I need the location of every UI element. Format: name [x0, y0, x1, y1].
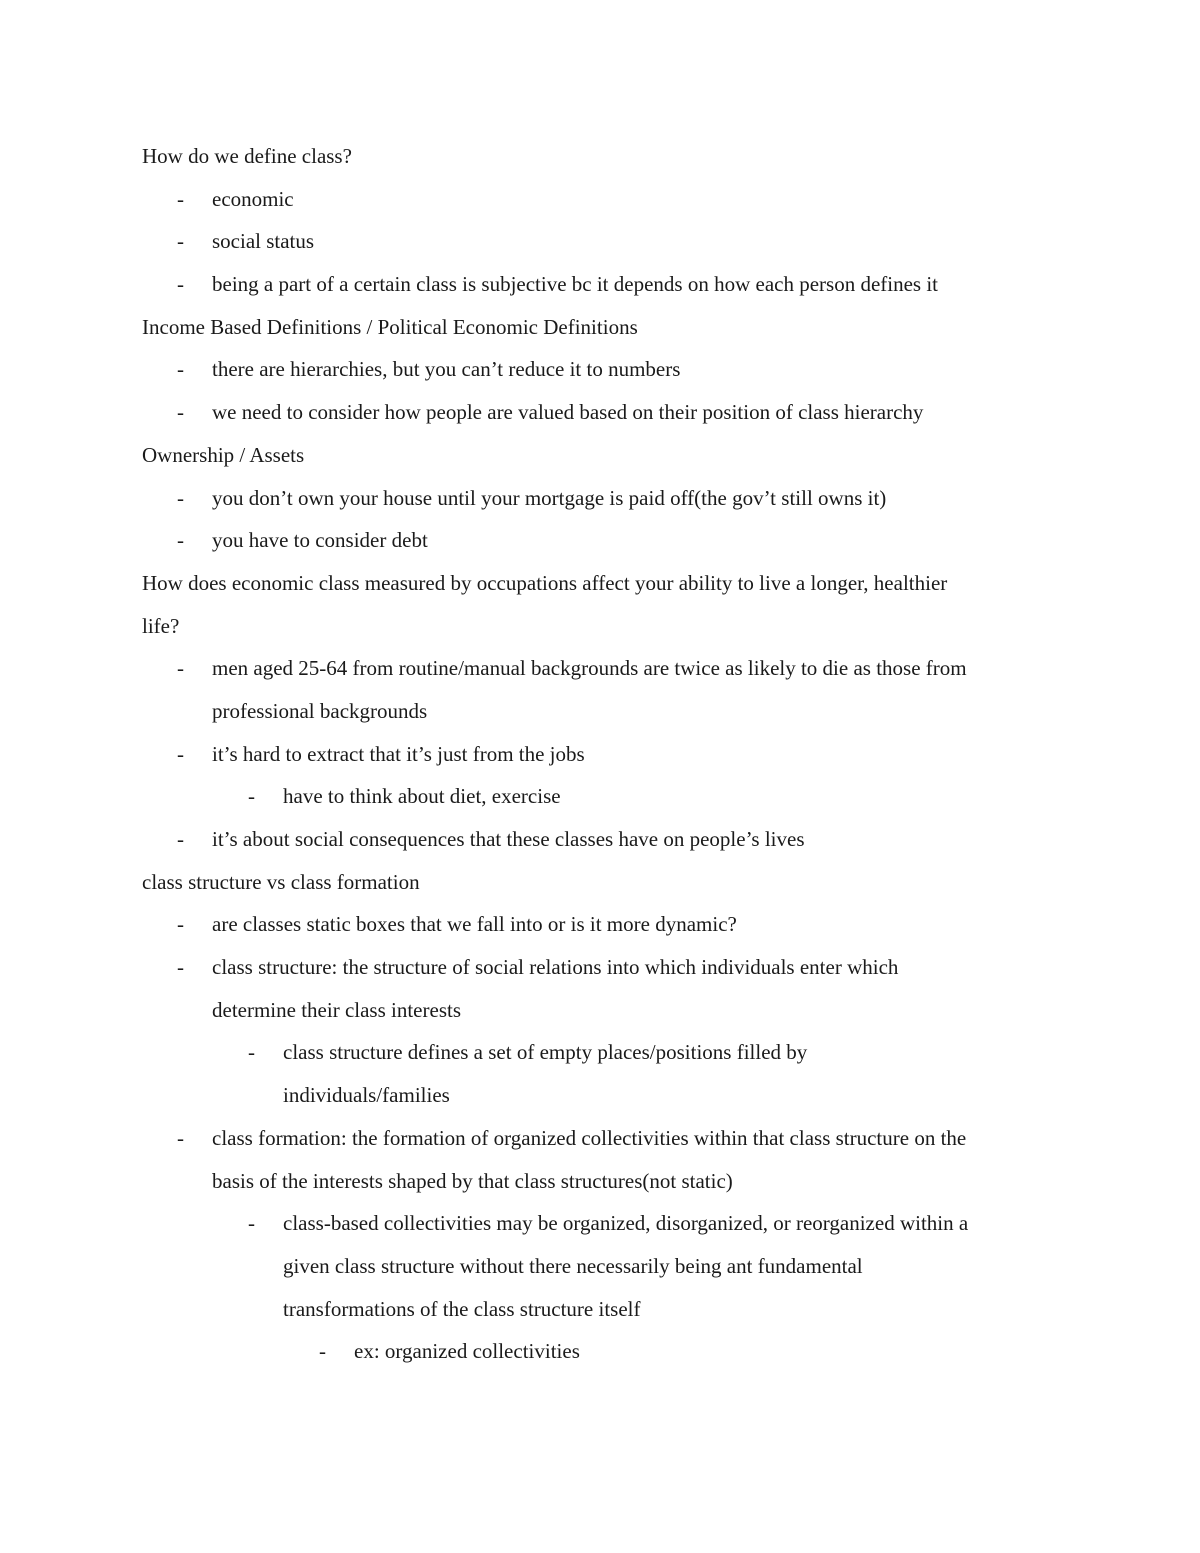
line-text: economic	[212, 186, 294, 211]
line-text: given class structure without there necessarily being ant fundamental	[283, 1253, 863, 1278]
line-text: are classes static boxes that we fall into or is it more dynamic?	[212, 912, 737, 937]
line-text: professional backgrounds	[212, 698, 428, 723]
bullet-dash: -	[177, 272, 184, 297]
notes-body	[142, 135, 1072, 1373]
bullet-dash: -	[177, 400, 184, 425]
continuation-line	[142, 605, 1072, 648]
bullet-item	[142, 263, 1072, 306]
continuation-line	[142, 690, 1072, 733]
bullet-dash: -	[248, 1211, 255, 1236]
bullet-dash: -	[177, 955, 184, 980]
bullet-dash: -	[177, 827, 184, 851]
line-text: ex: organized collectivities	[354, 1339, 580, 1364]
bullet-item	[142, 477, 1072, 520]
bullet-dash: -	[177, 912, 184, 937]
continuation-line	[142, 1245, 1072, 1288]
line-text: How do we define class?	[142, 144, 352, 168]
bullet-item	[142, 733, 1072, 776]
line-text: basis of the interests shaped by that class structures(not static)	[212, 1168, 733, 1193]
line-text: there are hierarchies, but you can’t reduce it to numbers	[212, 357, 681, 382]
bullet-item	[142, 348, 1072, 391]
bullet-item	[142, 946, 1072, 989]
line-text: it’s hard to extract that it’s just from the jobs	[212, 741, 585, 766]
bullet-item	[142, 178, 1072, 221]
bullet-item	[142, 775, 1072, 818]
line-text: class structure vs class formation	[142, 869, 420, 894]
line-text: class formation: the formation of organized collectivities within that class structure on the	[212, 1125, 967, 1150]
line-text: men aged 25-64 from routine/manual backgrounds are twice as likely to die as those from	[212, 656, 967, 681]
line-text: class-based collectivities may be organized, disorganized, or reorganized within a	[283, 1211, 969, 1236]
line-text: you don’t own your house until your mortgage is paid off(the gov’t still owns it)	[212, 485, 887, 510]
bullet-dash: -	[177, 528, 184, 553]
line-text: it’s about social consequences that these classes have on people’s lives	[212, 827, 805, 851]
bullet-dash: -	[177, 656, 184, 681]
continuation-line	[142, 1160, 1072, 1203]
bullet-item	[142, 647, 1072, 690]
line-text: Ownership / Assets	[142, 442, 305, 467]
section-heading	[142, 306, 1072, 349]
bullet-dash: -	[177, 485, 184, 510]
line-text: social status	[212, 229, 315, 254]
bullet-dash: -	[248, 784, 255, 809]
line-text: transformations of the class structure itself	[283, 1296, 641, 1321]
line-text: class structure defines a set of empty places/positions filled by	[283, 1040, 808, 1065]
bullet-dash: -	[177, 357, 184, 382]
line-text: class structure: the structure of social relations into which individuals enter which	[212, 955, 899, 980]
bullet-item	[142, 1117, 1072, 1160]
line-text: being a part of a certain class is subjective bc it depends on how each person defines it	[212, 272, 939, 297]
line-text: individuals/families	[283, 1083, 450, 1108]
bullet-dash: -	[319, 1339, 326, 1364]
line-text: have to think about diet, exercise	[283, 784, 561, 809]
line-text: life?	[142, 613, 180, 638]
bullet-item	[142, 220, 1072, 263]
section-heading	[142, 861, 1072, 904]
continuation-line	[142, 1074, 1072, 1117]
bullet-item	[142, 1202, 1072, 1245]
bullet-dash: -	[177, 186, 184, 211]
line-text: you have to consider debt	[212, 528, 428, 553]
continuation-line	[142, 989, 1072, 1032]
bullet-item	[142, 818, 1072, 861]
line-text: Income Based Definitions / Political Economic Definitions	[142, 314, 638, 339]
bullet-item	[142, 1330, 1072, 1373]
bullet-dash: -	[177, 1125, 184, 1150]
bullet-item	[142, 903, 1072, 946]
line-text: we need to consider how people are valued based on their position of class hierarchy	[212, 400, 924, 425]
bullet-item	[142, 1031, 1072, 1074]
section-heading	[142, 434, 1072, 477]
line-text: How does economic class measured by occupations affect your ability to live a longer, healthier	[142, 570, 948, 595]
bullet-item	[142, 391, 1072, 434]
bullet-dash: -	[177, 741, 184, 766]
bullet-item	[142, 519, 1072, 562]
continuation-line	[142, 1288, 1072, 1331]
bullet-dash: -	[248, 1040, 255, 1065]
section-heading	[142, 135, 1072, 178]
bullet-dash: -	[177, 229, 184, 254]
line-text: determine their class interests	[212, 997, 461, 1022]
section-heading	[142, 562, 1072, 605]
